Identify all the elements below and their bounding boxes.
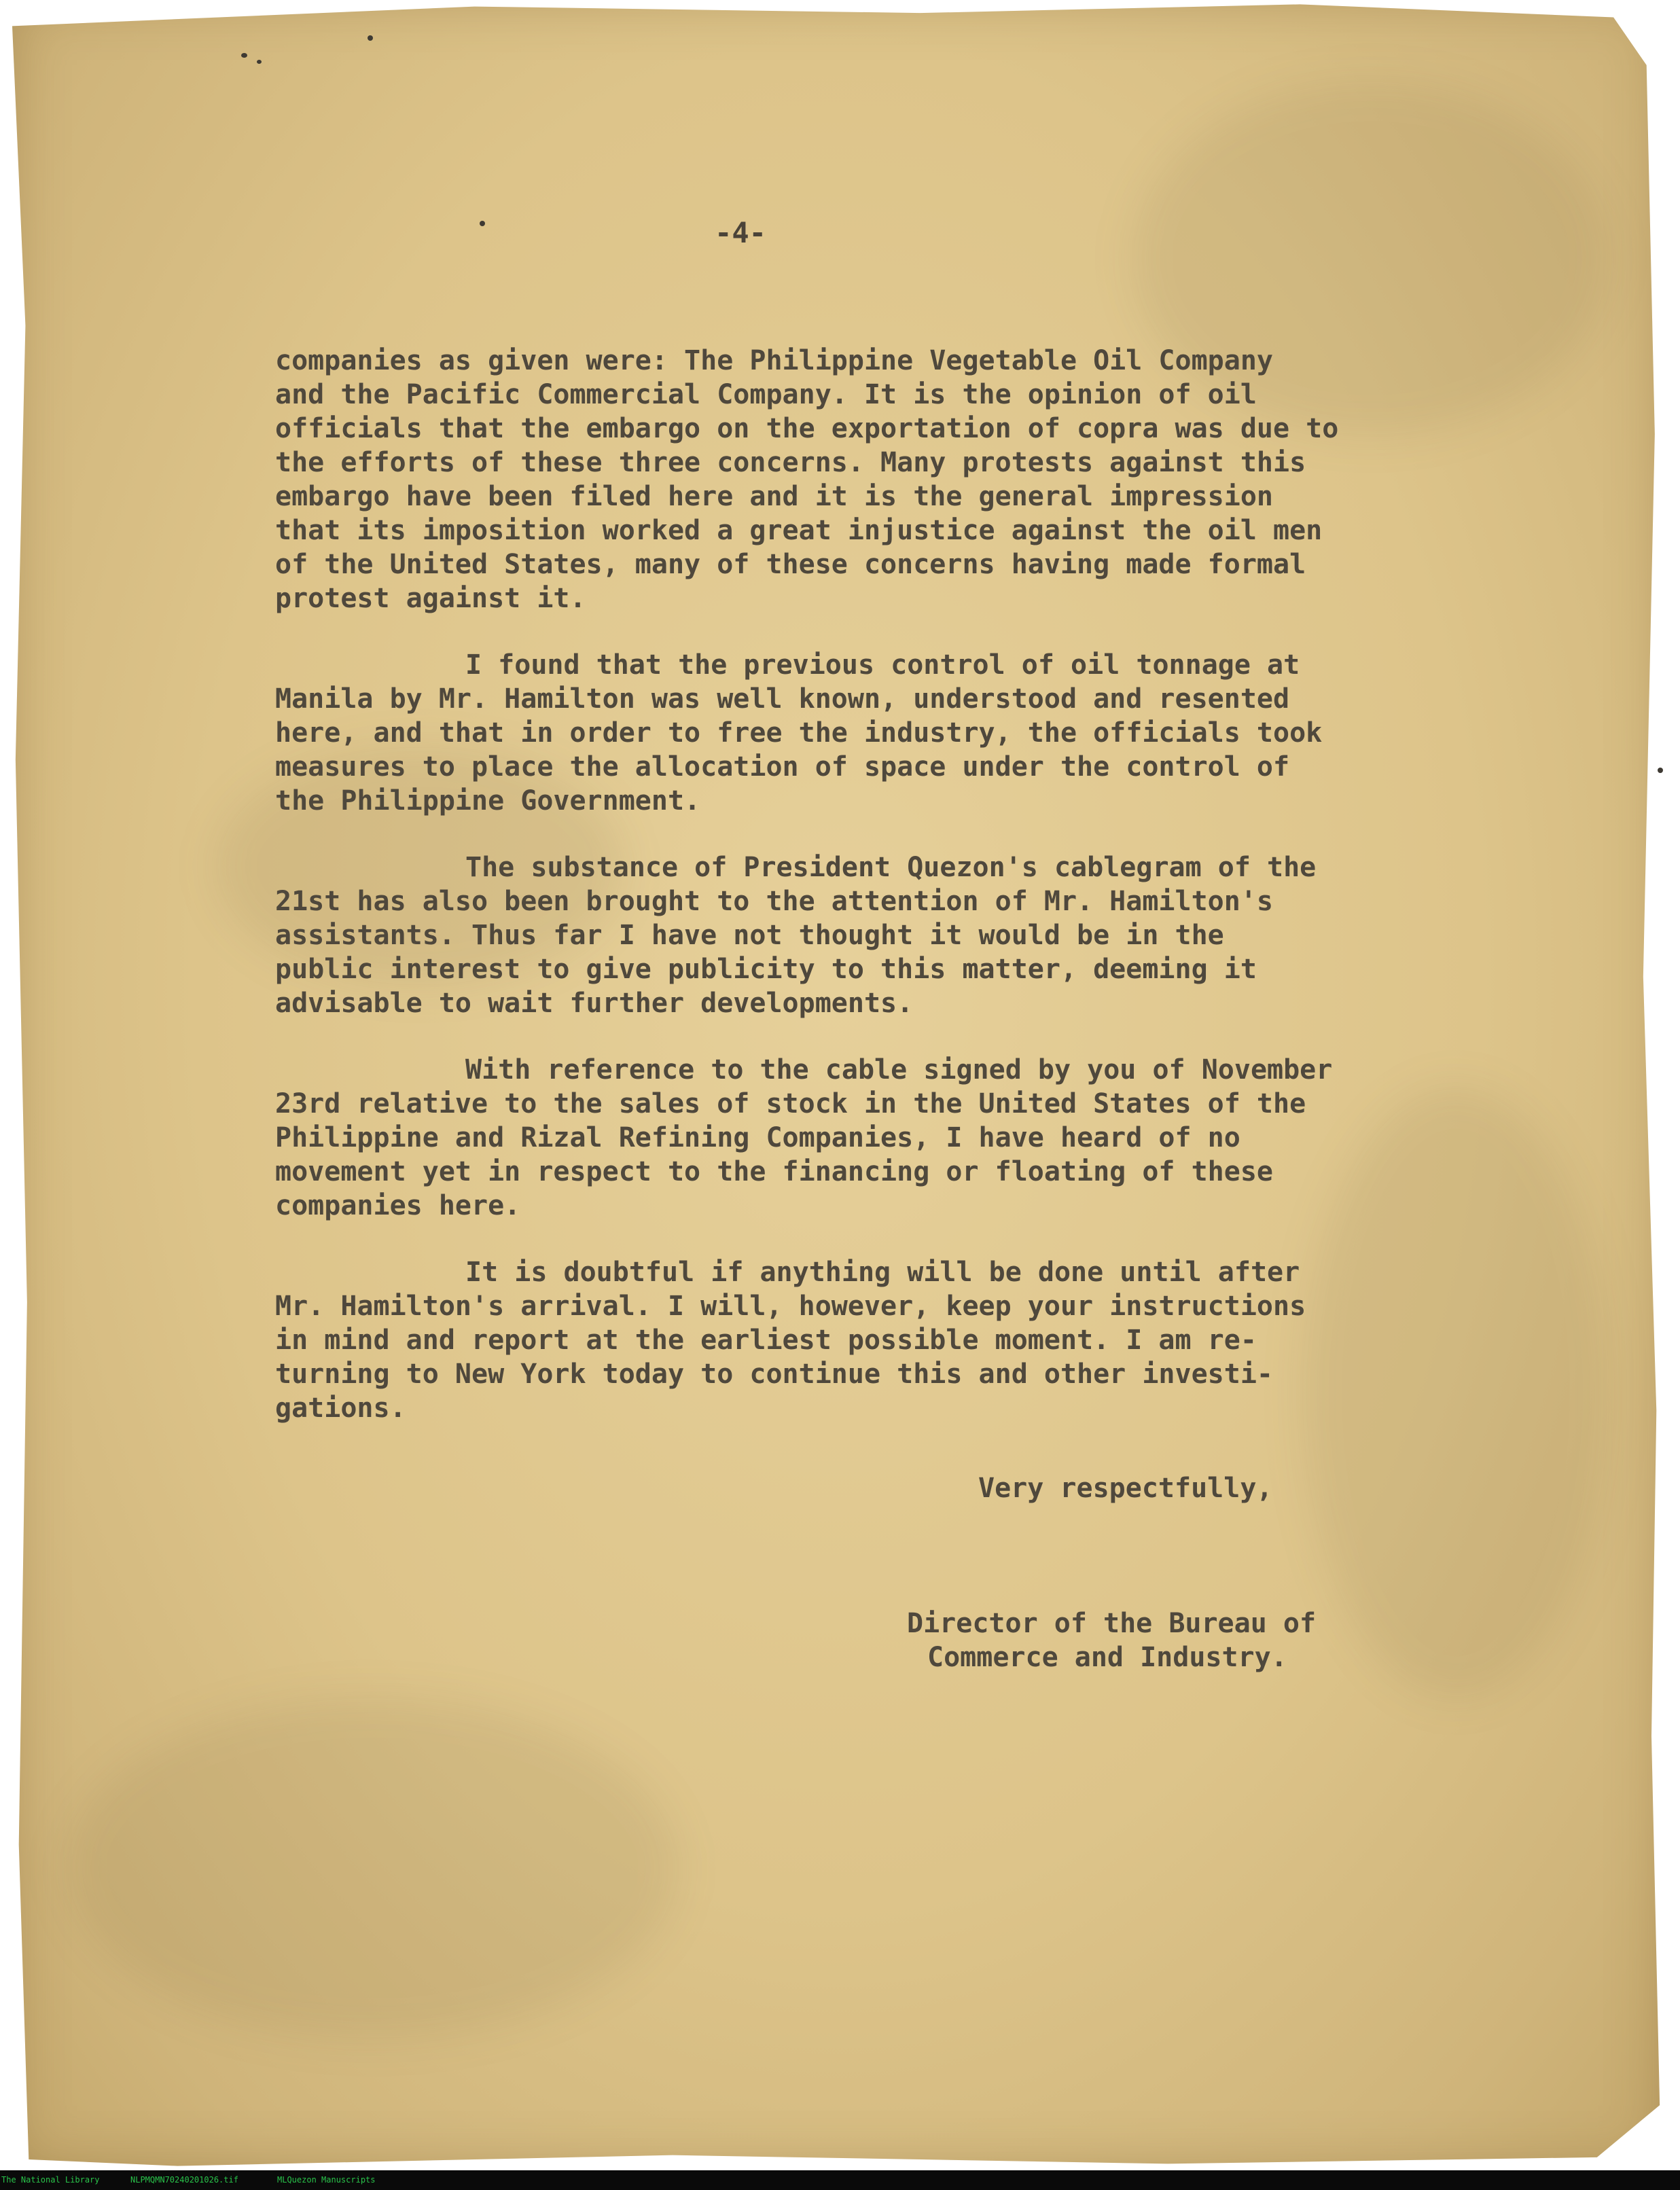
ink-speck	[257, 60, 262, 64]
page-number: -4-	[715, 216, 766, 249]
paragraph-2: I found that the previous control of oil tonnage at Manila by Mr. Hamilton was well known, understood and resented here, and that in order to free the industry, the officials took measures to place the allocation of space under the control of the Philippine Government.	[275, 649, 1323, 816]
closing-salutation: Very respectfully,	[978, 1473, 1273, 1504]
signature-title-line-1: Director of the Bureau of	[907, 1608, 1317, 1639]
paragraph-3: The substance of President Quezon's cablegram of the 21st has also been brought to the attention of Mr. Hamilton's assistants. Thus far I have not thought it would be in the public interest to give publicity to this matter, deeming it advisable to wait further developments.	[275, 852, 1317, 1019]
footer-collection: MLQuezon Manuscripts	[277, 2175, 376, 2185]
paragraph-5: It is doubtful if anything will be done until after Mr. Hamilton's arrival. I will, however, keep your instructions in mind and report at the earliest possible moment. I am re- turning to New York today to continue this and other investi- gations.	[275, 1257, 1306, 1424]
ink-speck	[1658, 768, 1663, 773]
letter-body	[275, 344, 1423, 1458]
paper-stain	[67, 1698, 678, 2038]
archive-footer-bar	[0, 2170, 1680, 2190]
ink-speck	[241, 53, 247, 58]
signature-block	[907, 1606, 1316, 1674]
paragraph-1: companies as given were: The Philippine Vegetable Oil Company and the Pacific Commercial Company. It is the opinion of oil officials that the embargo on the exportation of copra was due to the efforts of these three concerns. Many protests against this embargo have been filed here and it is the general impression that its imposition worked a great injustice against the oil men of the United States, many of these concerns having made formal protest against it.	[275, 345, 1339, 614]
footer-library: The National Library	[1, 2175, 100, 2185]
paragraph-4: With reference to the cable signed by you of November 23rd relative to the sales of stock in the United States of the Philippine and Rizal Refining Companies, I have heard of no movement yet in respect to the financing or floating of these companies here.	[275, 1054, 1333, 1221]
signature-title-line-2: Commerce and Industry.	[927, 1642, 1287, 1673]
footer-filename: NLPMQMN70240201026.tif	[130, 2175, 238, 2185]
ink-speck	[368, 35, 373, 41]
